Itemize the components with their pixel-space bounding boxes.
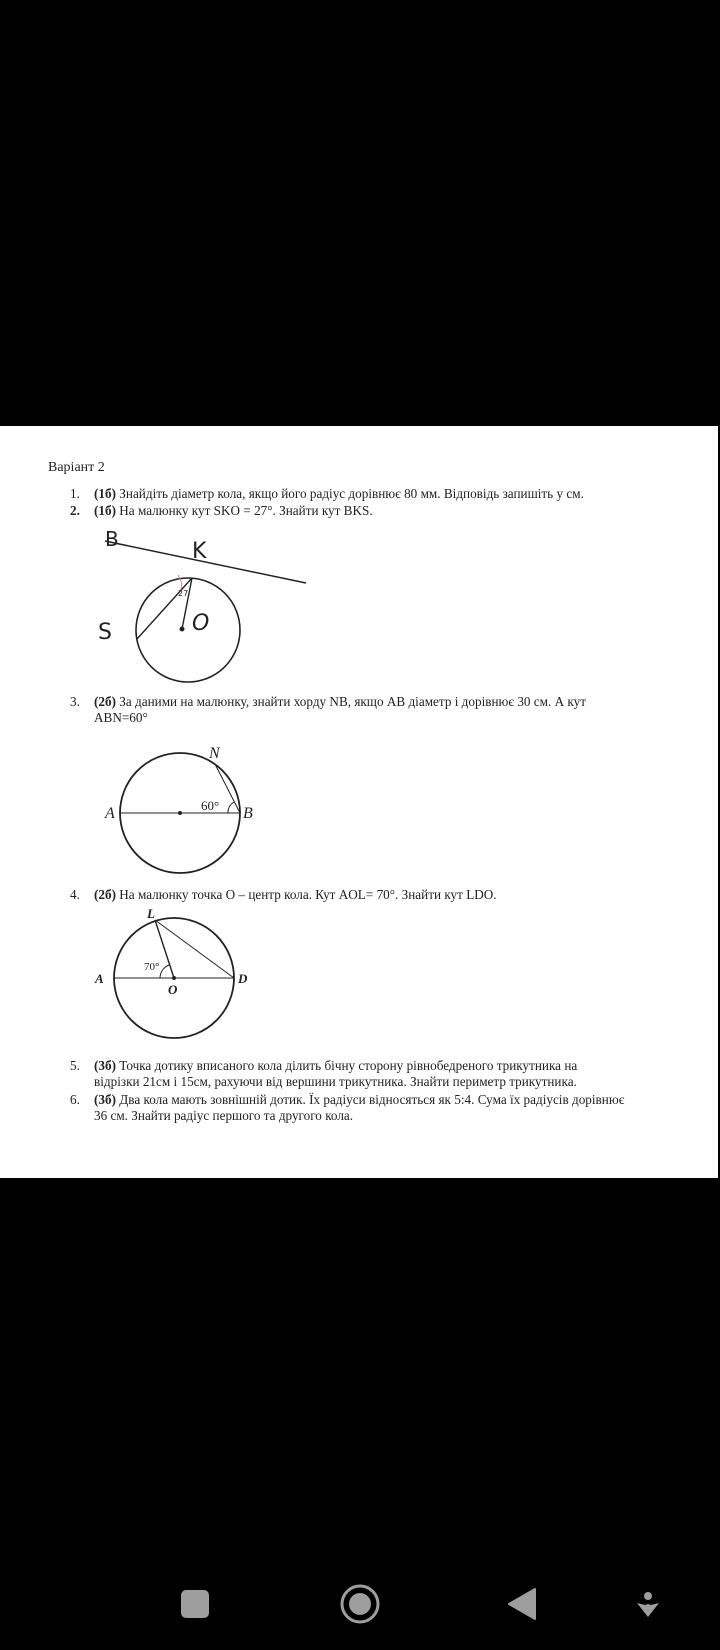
label-b: B bbox=[243, 805, 253, 822]
navigation-bar bbox=[0, 1560, 720, 1650]
question-number: 5. bbox=[70, 1058, 80, 1073]
question-text: За даними на малюнку, знайти хорду NB, якщо AB діаметр і дорівнює 30 см. А кут bbox=[115, 694, 586, 709]
accessibility-button[interactable] bbox=[626, 1582, 670, 1626]
label-angle: 60° bbox=[201, 798, 220, 813]
question-4 bbox=[70, 887, 497, 903]
chord-ld bbox=[155, 920, 234, 978]
home-button[interactable] bbox=[338, 1582, 382, 1626]
question-points: (3б) bbox=[94, 1092, 116, 1107]
home-icon bbox=[339, 1583, 381, 1625]
label-d: D bbox=[238, 971, 248, 986]
question-text-continued: 36 см. Знайти радіус першого та другого кола. bbox=[94, 1108, 354, 1123]
question-number: 3. bbox=[70, 694, 80, 709]
question-text-continued: ABN=60° bbox=[94, 710, 148, 725]
center-point bbox=[172, 976, 176, 980]
question-text: Точка дотику вписаного кола ділить бічну сторону рівнобедреного трикутника на bbox=[115, 1058, 578, 1073]
label-s: S bbox=[98, 620, 112, 645]
question-1 bbox=[70, 486, 584, 502]
question-points: (2б) bbox=[94, 887, 116, 902]
question-text: Два кола мають зовнішній дотик. Їх радіуси відносяться як 5:4. Сума їх радіусів дорівнює bbox=[115, 1092, 625, 1107]
accessibility-icon bbox=[635, 1589, 661, 1619]
label-a: A bbox=[95, 971, 104, 986]
label-n: N bbox=[209, 745, 220, 762]
question-points: (2б) bbox=[94, 694, 116, 709]
question-5 bbox=[70, 1058, 577, 1090]
label-b: B bbox=[105, 527, 119, 551]
angle-arc bbox=[228, 802, 234, 813]
figure-diameter-chord bbox=[95, 736, 275, 876]
figure-tangent-circle bbox=[90, 526, 320, 686]
label-l: L bbox=[147, 906, 155, 921]
question-number: 2. bbox=[70, 503, 80, 518]
question-number: 1. bbox=[70, 486, 80, 501]
question-text: На малюнку точка O – центр кола. Кут AOL= 70°. Знайти кут LDO. bbox=[115, 887, 497, 902]
question-2 bbox=[70, 503, 373, 519]
question-points: (1б) bbox=[94, 503, 116, 518]
question-points: (3б) bbox=[94, 1058, 116, 1073]
label-a: A bbox=[105, 805, 115, 822]
document-page bbox=[0, 426, 718, 1178]
variant-title: Варіант 2 bbox=[48, 460, 105, 475]
label-k: K bbox=[192, 539, 207, 564]
back-icon bbox=[506, 1587, 538, 1621]
question-text: Знайдіть діаметр кола, якщо його радіус дорівнює 80 мм. Відповідь запишіть у см. bbox=[115, 486, 584, 501]
question-number: 4. bbox=[70, 887, 80, 902]
center-point bbox=[180, 627, 185, 632]
center-point bbox=[178, 811, 182, 815]
question-text: На малюнку кут SKO = 27°. Знайти кут BKS. bbox=[115, 503, 373, 518]
angle-arc bbox=[160, 965, 169, 978]
recent-apps-icon bbox=[180, 1589, 210, 1619]
question-number: 6. bbox=[70, 1092, 80, 1107]
label-o: O bbox=[192, 611, 210, 636]
label-o: O bbox=[168, 982, 178, 997]
question-6 bbox=[70, 1092, 624, 1124]
question-3 bbox=[70, 694, 586, 726]
back-button[interactable] bbox=[500, 1582, 544, 1626]
question-points: (1б) bbox=[94, 486, 116, 501]
label-angle: 27 bbox=[178, 589, 189, 598]
question-text-continued: відрізки 21см і 15см, рахуючи від вершини трикутника. Знайти периметр трикутника. bbox=[94, 1074, 577, 1089]
label-angle: 70° bbox=[144, 961, 160, 973]
recent-apps-button[interactable] bbox=[173, 1582, 217, 1626]
radius-ko bbox=[182, 578, 192, 629]
figure-center-angle bbox=[90, 906, 270, 1051]
